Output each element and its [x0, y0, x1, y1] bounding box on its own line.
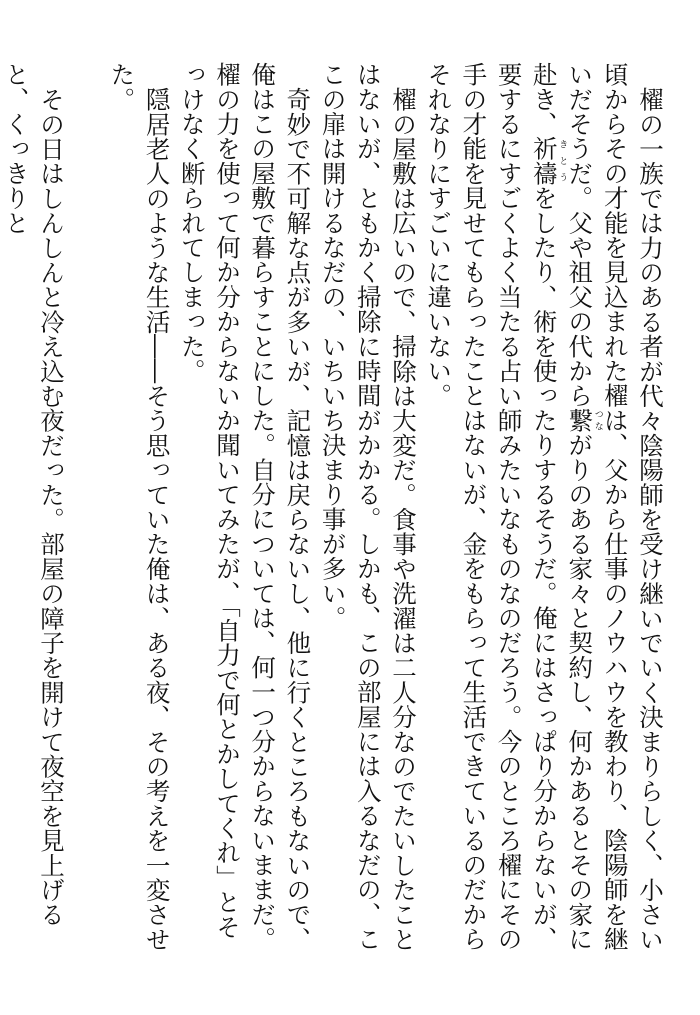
paragraph-1-text-end: をしたり、術を使ったりするそうだ。俺にはさっぱり分からないが、要するにすごくよく当たる占い師みたいなものなのだろう。今のところ櫂にその手の才能を見せてもらったことはないが、金をもらって生活できているのだからそれなりにすごいに違いない。 — [424, 62, 559, 952]
vertical-text-body — [0, 62, 668, 962]
ruby-kitou: 祈禱きとう — [529, 136, 568, 186]
paragraph-4: 隠居老人のような生活――そう思っていた俺は、ある夜、その考えを一変させた。 — [107, 62, 172, 951]
paragraph-2: 櫂の屋敷は広いので、掃除は大変だ。食事や洗濯は二人分なのでたいしたことはないが、ともかく掃除に時間がかかる。しかも、この部屋には入るなだの、ここの扉は開けるなだの、いちいち決まり事が多い。 — [318, 62, 418, 952]
paragraph-3: 奇妙で不可解な点が多いが、記憶は戻らないし、他に行くところもないので、俺はこの屋敷で暮らすことにした。自分については、何一つ分からないままだ。櫂の力を使って何か分からないか聞いてみたが、「自力で何とかしてくれ」とそっけなく断られてしまった。 — [177, 62, 313, 952]
paragraph-1 — [421, 62, 668, 962]
ruby-tsuna: 繋つな — [565, 407, 603, 433]
paragraph-1-text-cont: がりのある家々と契約し、何かあるとその家に赴き、 — [529, 62, 595, 952]
paragraph-1-text: 櫂の一族では力のある者が代々陰陽師を受け継いでいく決まりらしく、小さい頃からその才能を見込まれた櫂は、父から仕事のノウハウを教わり、陰陽師を継いだそうだ。父や祖父の代から — [565, 62, 665, 952]
paragraph-5: その日はしんしんと冷え込む夜だった。部屋の障子を開けて夜空を見上げると、くっきりと — [1, 62, 66, 927]
